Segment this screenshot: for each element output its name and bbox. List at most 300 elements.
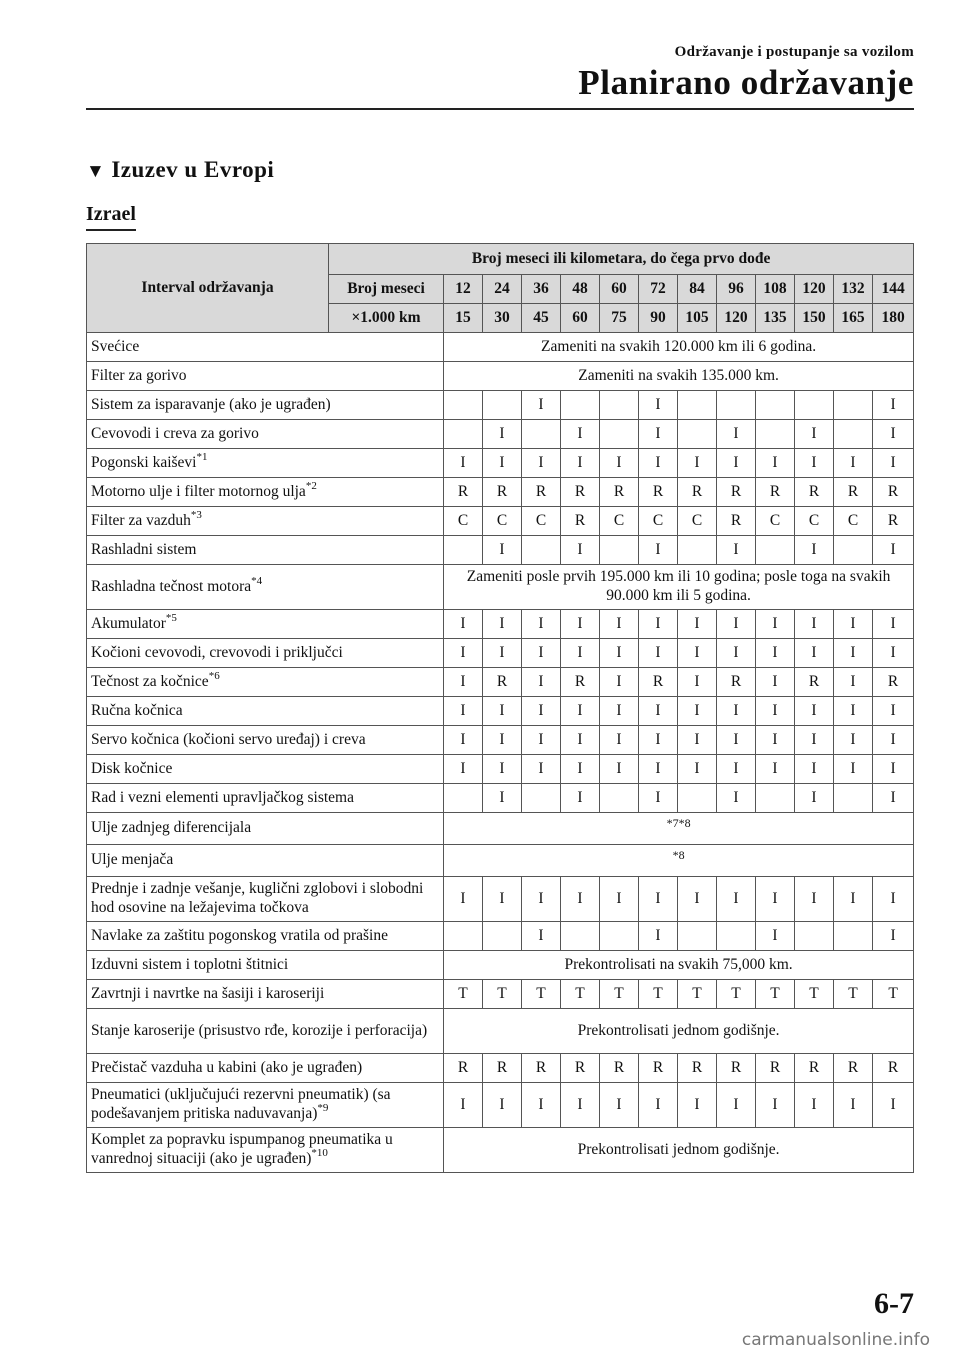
schedule-cell: I bbox=[717, 726, 756, 755]
schedule-cell: C bbox=[522, 507, 561, 536]
item-label bbox=[87, 639, 444, 668]
schedule-cell: T bbox=[795, 980, 834, 1009]
schedule-cell: I bbox=[522, 391, 561, 420]
schedule-cell: I bbox=[756, 639, 795, 668]
schedule-cell: I bbox=[483, 639, 522, 668]
schedule-cell: I bbox=[639, 536, 678, 565]
schedule-cell: I bbox=[717, 877, 756, 922]
table-row bbox=[87, 536, 914, 565]
schedule-note: Prekontrolisati jednom godišnje. bbox=[444, 1128, 914, 1173]
schedule-cell: I bbox=[756, 668, 795, 697]
table-row bbox=[87, 449, 914, 478]
schedule-cell: R bbox=[678, 478, 717, 507]
schedule-cell: I bbox=[522, 639, 561, 668]
schedule-cell bbox=[756, 536, 795, 565]
table-row bbox=[87, 362, 914, 391]
schedule-cell: I bbox=[639, 784, 678, 813]
schedule-cell: I bbox=[561, 420, 600, 449]
item-text: Motorno ulje i filter motornog ulja bbox=[91, 482, 306, 500]
schedule-cell: R bbox=[483, 668, 522, 697]
schedule-cell: C bbox=[483, 507, 522, 536]
schedule-cell: I bbox=[834, 726, 873, 755]
footnote-marker: *5 bbox=[165, 611, 177, 624]
schedule-cell: R bbox=[873, 1054, 914, 1083]
schedule-cell bbox=[600, 922, 639, 951]
schedule-note: Zameniti posle prvih 195.000 km ili 10 godina; posle toga na svakih 90.000 km ili 5 godina. bbox=[444, 565, 914, 610]
schedule-cell bbox=[717, 922, 756, 951]
schedule-cell: I bbox=[756, 922, 795, 951]
schedule-footnote: *8 bbox=[444, 845, 914, 877]
schedule-cell: I bbox=[600, 610, 639, 639]
schedule-cell: R bbox=[756, 478, 795, 507]
item-text: Cevovodi i creva za gorivo bbox=[91, 424, 259, 442]
schedule-cell bbox=[678, 536, 717, 565]
month-header-cell: 36 bbox=[522, 275, 561, 304]
schedule-cell: I bbox=[561, 639, 600, 668]
schedule-cell: I bbox=[483, 755, 522, 784]
schedule-cell: I bbox=[600, 639, 639, 668]
schedule-cell: I bbox=[795, 877, 834, 922]
item-label bbox=[87, 1128, 444, 1173]
schedule-cell: I bbox=[795, 1083, 834, 1128]
schedule-cell: I bbox=[444, 1083, 483, 1128]
schedule-cell: I bbox=[795, 784, 834, 813]
schedule-cell: I bbox=[561, 755, 600, 784]
table-row bbox=[87, 784, 914, 813]
schedule-cell bbox=[678, 420, 717, 449]
header-row-group bbox=[87, 244, 914, 275]
item-label bbox=[87, 1054, 444, 1083]
item-text: Navlake za zaštitu pogonskog vratila od prašine bbox=[91, 926, 388, 944]
footnote-marker: *10 bbox=[311, 1147, 328, 1159]
schedule-cell: I bbox=[639, 922, 678, 951]
schedule-cell: I bbox=[834, 1083, 873, 1128]
item-text: Filter za vazduh bbox=[91, 511, 191, 529]
group-header: Broj meseci ili kilometara, do čega prvo dođe bbox=[329, 244, 914, 275]
km-header-cell: 165 bbox=[834, 304, 873, 333]
schedule-cell: I bbox=[522, 668, 561, 697]
schedule-cell: R bbox=[522, 478, 561, 507]
schedule-cell: I bbox=[873, 726, 914, 755]
schedule-cell bbox=[678, 784, 717, 813]
item-label bbox=[87, 922, 444, 951]
item-text: Izduvni sistem i toplotni štitnici bbox=[91, 955, 289, 973]
item-label bbox=[87, 845, 444, 877]
schedule-cell: R bbox=[834, 478, 873, 507]
item-text: Zavrtnji i navrtke na šasiji i karoseriji bbox=[91, 984, 325, 1002]
item-text: Sistem za isparavanje (ako je ugrađen) bbox=[91, 395, 331, 413]
table-row bbox=[87, 697, 914, 726]
schedule-cell bbox=[717, 391, 756, 420]
schedule-cell: I bbox=[756, 755, 795, 784]
schedule-cell: R bbox=[483, 1054, 522, 1083]
subsection-heading: Izrael bbox=[86, 203, 136, 231]
schedule-cell: I bbox=[756, 697, 795, 726]
table-row bbox=[87, 668, 914, 697]
schedule-cell: I bbox=[678, 755, 717, 784]
km-label: ×1.000 km bbox=[329, 304, 444, 333]
footnote-marker: *9 bbox=[317, 1102, 329, 1114]
item-label bbox=[87, 784, 444, 813]
schedule-cell: I bbox=[873, 449, 914, 478]
item-label bbox=[87, 813, 444, 845]
schedule-cell: I bbox=[483, 420, 522, 449]
page-number: 6-7 bbox=[874, 1287, 914, 1320]
schedule-cell: I bbox=[678, 1083, 717, 1128]
item-text: Rad i vezni elementi upravljačkog sistema bbox=[91, 788, 354, 806]
schedule-cell: I bbox=[678, 726, 717, 755]
schedule-cell: I bbox=[522, 726, 561, 755]
schedule-cell: R bbox=[639, 478, 678, 507]
schedule-cell: R bbox=[717, 507, 756, 536]
schedule-cell: I bbox=[522, 877, 561, 922]
schedule-cell: I bbox=[444, 755, 483, 784]
km-header-cell: 105 bbox=[678, 304, 717, 333]
maintenance-schedule-table bbox=[86, 243, 914, 1173]
item-label bbox=[87, 755, 444, 784]
schedule-cell: I bbox=[717, 639, 756, 668]
month-header-cell: 72 bbox=[639, 275, 678, 304]
table-row bbox=[87, 951, 914, 980]
schedule-cell: T bbox=[444, 980, 483, 1009]
schedule-cell: T bbox=[639, 980, 678, 1009]
schedule-cell: I bbox=[639, 755, 678, 784]
schedule-cell: I bbox=[639, 639, 678, 668]
schedule-cell: R bbox=[795, 478, 834, 507]
schedule-cell: I bbox=[600, 697, 639, 726]
footnote-marker: *4 bbox=[251, 574, 263, 587]
schedule-cell bbox=[756, 784, 795, 813]
schedule-cell bbox=[600, 391, 639, 420]
schedule-cell: I bbox=[873, 610, 914, 639]
triangle-down-icon: ▼ bbox=[86, 161, 106, 182]
schedule-cell bbox=[444, 391, 483, 420]
schedule-cell: I bbox=[717, 755, 756, 784]
item-text: Prečistač vazduha u kabini (ako je ugrađen) bbox=[91, 1058, 363, 1076]
month-header-cell: 144 bbox=[873, 275, 914, 304]
schedule-cell: T bbox=[600, 980, 639, 1009]
schedule-cell: I bbox=[717, 420, 756, 449]
schedule-cell: I bbox=[834, 697, 873, 726]
schedule-cell: R bbox=[795, 668, 834, 697]
schedule-cell: I bbox=[756, 726, 795, 755]
interval-label: Interval održavanja bbox=[87, 244, 329, 333]
item-text: Rashladni sistem bbox=[91, 540, 197, 558]
schedule-cell: R bbox=[444, 1054, 483, 1083]
schedule-cell: I bbox=[483, 784, 522, 813]
schedule-cell bbox=[678, 922, 717, 951]
schedule-cell bbox=[756, 391, 795, 420]
schedule-cell: I bbox=[483, 449, 522, 478]
footnote-marker: *3 bbox=[190, 508, 202, 521]
schedule-cell: I bbox=[483, 536, 522, 565]
schedule-cell: C bbox=[600, 507, 639, 536]
schedule-cell bbox=[756, 420, 795, 449]
schedule-cell: I bbox=[522, 697, 561, 726]
schedule-cell: T bbox=[561, 980, 600, 1009]
schedule-cell: I bbox=[561, 1083, 600, 1128]
schedule-cell: R bbox=[717, 668, 756, 697]
schedule-cell: I bbox=[873, 755, 914, 784]
schedule-cell: I bbox=[522, 610, 561, 639]
table-row bbox=[87, 507, 914, 536]
schedule-cell: I bbox=[873, 420, 914, 449]
month-header-cell: 108 bbox=[756, 275, 795, 304]
item-label bbox=[87, 668, 444, 697]
schedule-cell: I bbox=[600, 755, 639, 784]
item-text: Disk kočnice bbox=[91, 759, 173, 777]
schedule-cell bbox=[834, 536, 873, 565]
schedule-cell: I bbox=[561, 449, 600, 478]
schedule-cell: I bbox=[600, 726, 639, 755]
schedule-cell: I bbox=[483, 610, 522, 639]
schedule-cell: I bbox=[834, 449, 873, 478]
schedule-note: Prekontrolisati na svakih 75,000 km. bbox=[444, 951, 914, 980]
schedule-cell: R bbox=[600, 478, 639, 507]
schedule-cell: I bbox=[717, 610, 756, 639]
schedule-cell: I bbox=[873, 784, 914, 813]
schedule-cell: I bbox=[873, 391, 914, 420]
item-label bbox=[87, 565, 444, 610]
schedule-cell: I bbox=[756, 877, 795, 922]
item-text: Prednje i zadnje vešanje, kuglični zglobovi i slobodni hod osovine na ležajevima točkova bbox=[91, 880, 424, 916]
schedule-cell: I bbox=[834, 755, 873, 784]
schedule-cell bbox=[444, 536, 483, 565]
schedule-cell bbox=[795, 922, 834, 951]
schedule-cell: C bbox=[444, 507, 483, 536]
schedule-cell: R bbox=[483, 478, 522, 507]
schedule-cell: R bbox=[717, 478, 756, 507]
schedule-cell: I bbox=[483, 877, 522, 922]
schedule-cell: I bbox=[717, 1083, 756, 1128]
item-label bbox=[87, 420, 444, 449]
schedule-cell: R bbox=[873, 507, 914, 536]
schedule-cell: I bbox=[444, 726, 483, 755]
item-text: Kočioni cevovodi, crevovodi i priključci bbox=[91, 643, 343, 661]
table-row bbox=[87, 420, 914, 449]
schedule-cell: I bbox=[717, 784, 756, 813]
schedule-cell: I bbox=[444, 610, 483, 639]
km-header-cell: 75 bbox=[600, 304, 639, 333]
watermark: carmanualsonline.info bbox=[741, 1330, 930, 1350]
chapter-title: Planirano održavanje bbox=[578, 63, 914, 102]
schedule-cell: C bbox=[639, 507, 678, 536]
month-header-cell: 132 bbox=[834, 275, 873, 304]
schedule-cell: I bbox=[795, 449, 834, 478]
schedule-cell: R bbox=[873, 668, 914, 697]
schedule-cell: I bbox=[483, 726, 522, 755]
schedule-cell: I bbox=[756, 610, 795, 639]
schedule-cell bbox=[522, 536, 561, 565]
item-label bbox=[87, 697, 444, 726]
schedule-cell: I bbox=[639, 449, 678, 478]
schedule-cell: I bbox=[795, 726, 834, 755]
item-text: Pogonski kaiševi bbox=[91, 453, 197, 471]
schedule-cell: I bbox=[834, 668, 873, 697]
schedule-cell: I bbox=[561, 697, 600, 726]
schedule-cell bbox=[444, 922, 483, 951]
schedule-cell: R bbox=[639, 668, 678, 697]
table-row bbox=[87, 478, 914, 507]
table-row bbox=[87, 877, 914, 922]
item-text: Servo kočnica (kočioni servo uređaj) i creva bbox=[91, 730, 366, 748]
schedule-note: Zameniti na svakih 135.000 km. bbox=[444, 362, 914, 391]
schedule-cell: I bbox=[795, 536, 834, 565]
schedule-cell: I bbox=[561, 610, 600, 639]
month-header-cell: 120 bbox=[795, 275, 834, 304]
item-text: Rashladna tečnost motora bbox=[91, 577, 252, 595]
km-header-cell: 120 bbox=[717, 304, 756, 333]
footnote-marker: *6 bbox=[208, 669, 220, 682]
schedule-cell: I bbox=[756, 449, 795, 478]
schedule-cell: R bbox=[600, 1054, 639, 1083]
schedule-cell: I bbox=[600, 877, 639, 922]
month-header-cell: 84 bbox=[678, 275, 717, 304]
item-label bbox=[87, 391, 444, 420]
months-label: Broj meseci bbox=[329, 275, 444, 304]
schedule-cell: I bbox=[795, 639, 834, 668]
item-text: Ulje zadnjeg diferencijala bbox=[91, 819, 252, 837]
schedule-cell: I bbox=[444, 877, 483, 922]
schedule-cell: I bbox=[678, 697, 717, 726]
schedule-cell bbox=[444, 784, 483, 813]
schedule-cell: I bbox=[483, 1083, 522, 1128]
schedule-cell: I bbox=[522, 755, 561, 784]
schedule-cell: I bbox=[678, 877, 717, 922]
item-label bbox=[87, 980, 444, 1009]
item-text: Ulje menjača bbox=[91, 851, 174, 869]
schedule-cell bbox=[561, 922, 600, 951]
schedule-cell bbox=[834, 784, 873, 813]
schedule-footnote: *7*8 bbox=[444, 813, 914, 845]
schedule-cell bbox=[834, 922, 873, 951]
table-row bbox=[87, 726, 914, 755]
schedule-cell: R bbox=[561, 1054, 600, 1083]
item-text: Ručna kočnica bbox=[91, 701, 183, 719]
schedule-cell bbox=[600, 536, 639, 565]
schedule-cell: I bbox=[873, 697, 914, 726]
item-label bbox=[87, 1009, 444, 1054]
schedule-cell: T bbox=[483, 980, 522, 1009]
schedule-cell: R bbox=[444, 478, 483, 507]
month-header-cell: 48 bbox=[561, 275, 600, 304]
schedule-cell: I bbox=[639, 391, 678, 420]
item-text: Komplet za popravku ispumpanog pneumatika u vanrednoj situaciji (ako je ugrađen) bbox=[91, 1131, 393, 1167]
schedule-cell: I bbox=[678, 449, 717, 478]
schedule-cell bbox=[834, 420, 873, 449]
footnote-marker: *2 bbox=[305, 479, 317, 492]
section-title: Izuzev u Evropi bbox=[111, 157, 275, 182]
item-text: Svećice bbox=[91, 337, 140, 355]
schedule-note: Prekontrolisati jednom godišnje. bbox=[444, 1009, 914, 1054]
schedule-cell bbox=[522, 420, 561, 449]
item-label bbox=[87, 478, 444, 507]
month-header-cell: 96 bbox=[717, 275, 756, 304]
schedule-cell: R bbox=[561, 507, 600, 536]
km-header-cell: 135 bbox=[756, 304, 795, 333]
section-heading bbox=[86, 157, 274, 183]
km-header-cell: 15 bbox=[444, 304, 483, 333]
schedule-cell: I bbox=[795, 697, 834, 726]
schedule-cell: I bbox=[834, 639, 873, 668]
schedule-cell bbox=[483, 922, 522, 951]
schedule-cell: I bbox=[522, 922, 561, 951]
table-row bbox=[87, 922, 914, 951]
table-row bbox=[87, 391, 914, 420]
schedule-cell: I bbox=[873, 877, 914, 922]
item-label bbox=[87, 536, 444, 565]
month-header-cell: 24 bbox=[483, 275, 522, 304]
item-label bbox=[87, 1083, 444, 1128]
table-row bbox=[87, 610, 914, 639]
schedule-cell: I bbox=[717, 536, 756, 565]
schedule-cell bbox=[483, 391, 522, 420]
item-label bbox=[87, 362, 444, 391]
schedule-cell: I bbox=[600, 1083, 639, 1128]
schedule-cell: T bbox=[678, 980, 717, 1009]
schedule-cell: I bbox=[639, 877, 678, 922]
item-label bbox=[87, 449, 444, 478]
schedule-cell: R bbox=[873, 478, 914, 507]
schedule-cell: I bbox=[795, 420, 834, 449]
schedule-cell: I bbox=[756, 1083, 795, 1128]
km-header-cell: 60 bbox=[561, 304, 600, 333]
table-row bbox=[87, 639, 914, 668]
table-row bbox=[87, 1083, 914, 1128]
schedule-cell bbox=[834, 391, 873, 420]
table-row bbox=[87, 1128, 914, 1173]
schedule-cell: I bbox=[600, 668, 639, 697]
schedule-cell bbox=[600, 784, 639, 813]
item-label bbox=[87, 507, 444, 536]
item-text: Stanje karoserije (prisustvo rđe, korozije i perforacija) bbox=[91, 1021, 428, 1039]
schedule-cell: R bbox=[795, 1054, 834, 1083]
item-text: Pneumatici (uključujući rezervni pneumatik) (sa podešavanjem pritiska naduvavanja) bbox=[91, 1086, 391, 1122]
month-header-cell: 12 bbox=[444, 275, 483, 304]
schedule-cell: T bbox=[522, 980, 561, 1009]
schedule-cell: I bbox=[717, 697, 756, 726]
schedule-cell: R bbox=[678, 1054, 717, 1083]
schedule-cell bbox=[600, 420, 639, 449]
schedule-cell: I bbox=[639, 420, 678, 449]
schedule-cell: C bbox=[834, 507, 873, 536]
km-header-cell: 45 bbox=[522, 304, 561, 333]
schedule-cell: I bbox=[561, 877, 600, 922]
table-row bbox=[87, 565, 914, 610]
schedule-cell: I bbox=[483, 697, 522, 726]
table-row bbox=[87, 333, 914, 362]
table-row bbox=[87, 1009, 914, 1054]
schedule-cell: I bbox=[561, 536, 600, 565]
schedule-cell bbox=[444, 420, 483, 449]
schedule-cell: I bbox=[795, 610, 834, 639]
item-label bbox=[87, 951, 444, 980]
schedule-cell bbox=[795, 391, 834, 420]
item-label bbox=[87, 726, 444, 755]
schedule-cell: I bbox=[639, 1083, 678, 1128]
item-text: Akumulator bbox=[91, 614, 166, 632]
schedule-cell: I bbox=[873, 922, 914, 951]
item-label bbox=[87, 333, 444, 362]
table-row bbox=[87, 1054, 914, 1083]
item-text: Filter za gorivo bbox=[91, 366, 187, 384]
schedule-cell: T bbox=[873, 980, 914, 1009]
schedule-cell: C bbox=[678, 507, 717, 536]
schedule-cell: I bbox=[678, 610, 717, 639]
table-row bbox=[87, 813, 914, 845]
item-label bbox=[87, 877, 444, 922]
schedule-cell: I bbox=[873, 1083, 914, 1128]
